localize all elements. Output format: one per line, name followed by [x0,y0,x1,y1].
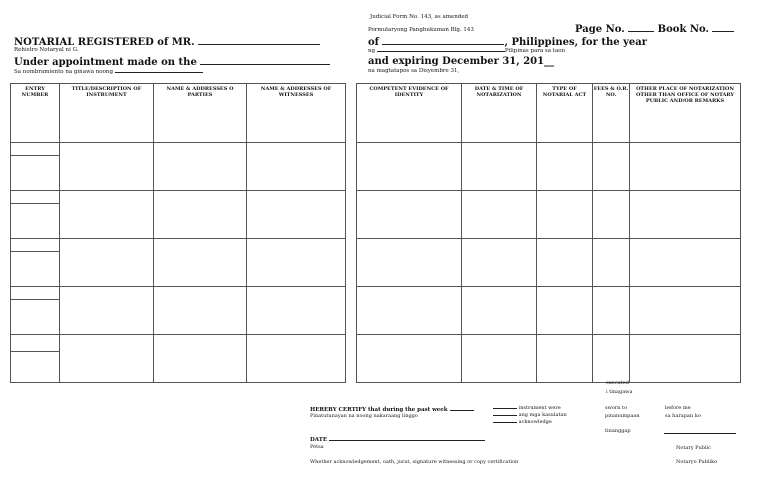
executed-filipino: i tinagawa [606,389,633,395]
cell-title[interactable] [60,239,154,287]
col-witnesses: NAME & ADDRESSES OF WITNESSES [247,84,346,143]
title-text: NOTARIAL REGISTERED of MR. [14,37,195,48]
col-remarks: OTHER PLACE OF NOTARIZATION OTHER THAN OFFICE OF NOTARY PUBLIC AND/OR REMARKS [630,84,741,143]
cell-evidence[interactable] [357,143,462,191]
cell-fees[interactable] [593,287,630,335]
col-date-time: DATE & TIME OF NOTARIZATION [462,84,537,143]
cell-witnesses[interactable] [247,239,346,287]
cell-evidence[interactable] [357,191,462,239]
book-label: Book No. [657,24,709,35]
year-text: Philippines, for the year [511,37,648,48]
appointment-line [14,56,330,68]
table-row [11,143,741,191]
cell-gap [346,335,357,383]
date-line [310,435,485,443]
cell-witnesses[interactable] [247,143,346,191]
cell-type[interactable] [537,335,593,383]
year-fil-prefix: ng [368,48,376,54]
cell-fees[interactable] [593,335,630,383]
of-line: of , Philippines, for the year [368,37,648,48]
cell-parties[interactable] [154,239,247,287]
cell-evidence[interactable] [357,335,462,383]
cell-date[interactable] [462,191,537,239]
register-table [10,83,741,383]
col-title-description: TITLE/DESCRIPTION OF INSTRUMENT [60,84,154,143]
cell-type[interactable] [537,143,593,191]
col-fees: FEES & O.R. NO. [593,84,630,143]
cell-date[interactable] [462,143,537,191]
cell-entry[interactable] [11,143,60,191]
appointment-fil-field [115,68,203,73]
col-type-act: TYPE OF NOTARIAL ACT [537,84,593,143]
cell-remarks[interactable] [630,143,741,191]
appointment-filipino [14,68,203,75]
cell-parties[interactable] [154,335,247,383]
certify-line [310,405,474,413]
cell-witnesses[interactable] [247,191,346,239]
cell-remarks[interactable] [630,239,741,287]
acknowledge-field[interactable] [493,418,517,423]
year-fil-text: Pilipinas para sa taon [504,48,566,54]
tinanggap-text: tinanggap [605,428,631,434]
col-competent-evidence: COMPETENT EVIDENCE OF IDENTITY [357,84,462,143]
whether-note: Whether acknowledgement, oath, jurat, signature witnessing or copy certification [310,459,519,465]
date-label: DATE [310,437,328,443]
page-book-line [575,23,734,35]
instrument-count-field[interactable] [493,404,517,409]
instrument-fil-text: ang mga kasulatan [518,412,567,418]
appointment-text: Under appointment made on the [14,57,197,68]
certify-text: HEREBY CERTIFY that during the past week [310,407,448,413]
date-field[interactable] [329,435,485,441]
cell-fees[interactable] [593,191,630,239]
column-gap [346,84,357,143]
cell-entry[interactable] [11,239,60,287]
cell-gap [346,191,357,239]
sworn-filipino: pinanumpaan [605,413,640,419]
cell-date[interactable] [462,239,537,287]
cell-parties[interactable] [154,287,247,335]
date-filipino: Petsa [310,444,324,450]
place-field[interactable] [382,36,504,45]
cell-parties[interactable] [154,143,247,191]
cell-remarks[interactable] [630,191,741,239]
cell-entry[interactable] [11,335,60,383]
col-entry-number: ENTRY NUMBER [11,84,60,143]
cell-entry[interactable] [11,287,60,335]
col-parties: NAME & ADDRESSES O PARTIES [154,84,247,143]
notary-public-filipino: Notaryo Publiko [676,459,718,465]
place-field-fil [377,47,505,52]
instrument-fil-field[interactable] [493,411,517,416]
acknowledge-text: acknowledge [518,419,552,425]
cell-fees[interactable] [593,143,630,191]
cell-type[interactable] [537,239,593,287]
cell-remarks[interactable] [630,287,741,335]
table-row [11,335,741,383]
sworn-text: sworn to [605,405,628,411]
of-label: of [368,37,379,48]
cell-remarks[interactable] [630,335,741,383]
appointment-date-field[interactable] [200,56,330,65]
notary-public-label: Notary Public [676,445,711,451]
book-number-field[interactable] [712,23,734,32]
cell-fees[interactable] [593,239,630,287]
cell-title[interactable] [60,287,154,335]
table-row [11,239,741,287]
cell-parties[interactable] [154,191,247,239]
cell-gap [346,143,357,191]
expiring-filipino: na magtatapos sa Disyembre 31, [368,68,460,74]
executed-label: executed [606,380,629,386]
cell-evidence[interactable] [357,287,462,335]
cell-gap [346,239,357,287]
table-header-row [11,84,741,143]
cell-date[interactable] [462,335,537,383]
notary-name-field[interactable] [198,36,320,45]
table-row [11,287,741,335]
title-filipino: Rehistro Notaryal ni G. [14,47,79,53]
cell-evidence[interactable] [357,239,462,287]
certify-filipino: Pinatutunayan na noong nakaraang linggo [310,413,418,419]
form-reference-filipino: Pormularyong Panghukuman Blg. 143 [368,27,474,33]
count-field[interactable] [450,405,474,411]
form-reference: Judicial Form No. 143, as amended [370,14,469,20]
cell-date[interactable] [462,287,537,335]
cell-title[interactable] [60,143,154,191]
cell-title[interactable] [60,335,154,383]
table-row [11,191,741,239]
cell-entry[interactable] [11,191,60,239]
cell-type[interactable] [537,191,593,239]
before-me-text: before me [665,405,691,411]
year-filipino [368,47,565,54]
instrument-text: instrument were [518,405,561,411]
signature-line[interactable] [664,433,736,434]
cell-witnesses[interactable] [247,335,346,383]
cell-title[interactable] [60,191,154,239]
cell-type[interactable] [537,287,593,335]
before-me-filipino: sa harapan ko [665,413,701,419]
cell-witnesses[interactable] [247,287,346,335]
page-label: Page No. [575,24,625,35]
instrument-lines [493,404,567,425]
page-number-field[interactable] [628,23,654,32]
appointment-fil-text: Sa nombramiento na ginawa noong [14,69,113,75]
expiring-text: and expiring December 31, 201__ [368,56,555,67]
cell-gap [346,287,357,335]
